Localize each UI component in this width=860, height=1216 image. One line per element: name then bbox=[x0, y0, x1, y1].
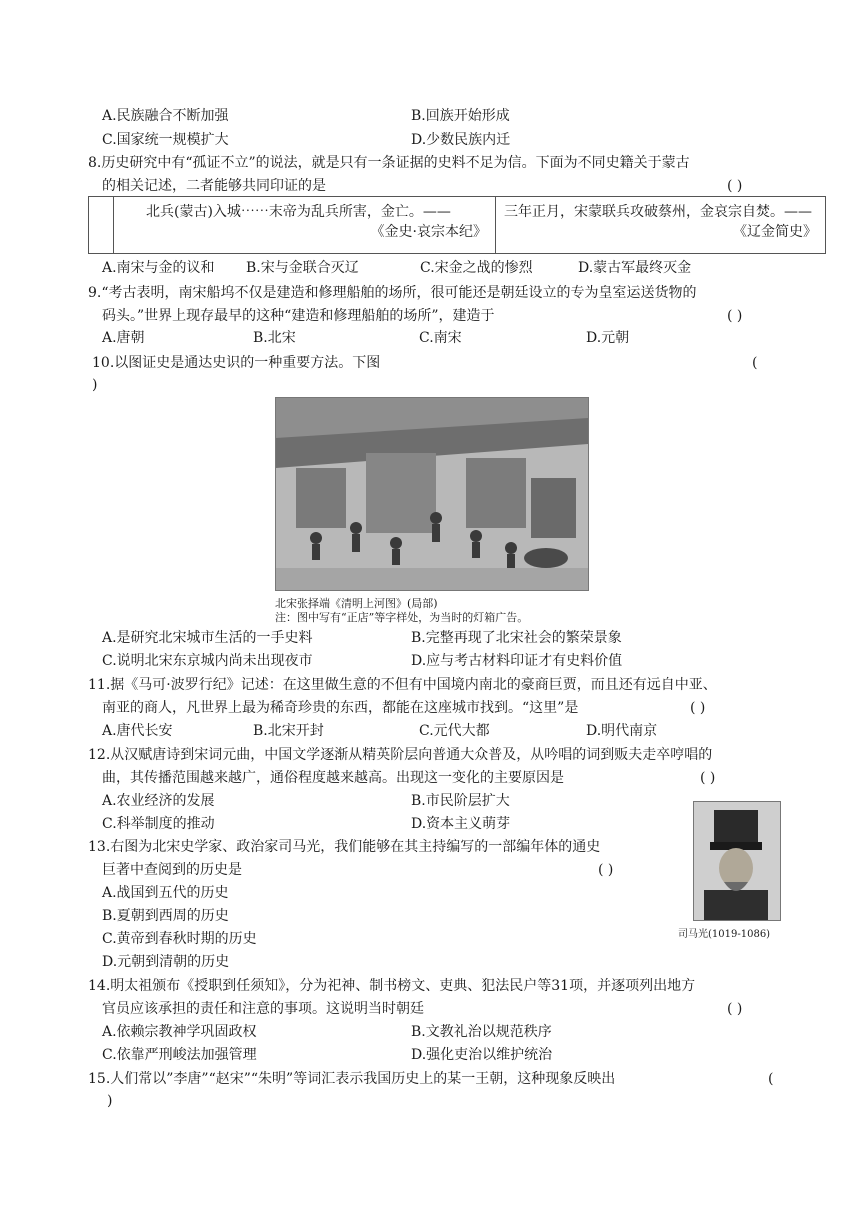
q9-answer-blank: ( ) bbox=[727, 308, 743, 324]
q7-option-b: B.回族开始形成 bbox=[411, 108, 510, 124]
q8-right-cell bbox=[496, 197, 826, 254]
q10-option-a: A.是研究北宋城市生活的一手史料 bbox=[102, 630, 313, 646]
q13-answer-blank: ( ) bbox=[598, 862, 614, 878]
q14-option-b: B.文教礼治以规范秩序 bbox=[411, 1024, 552, 1040]
q11-answer-blank: ( ) bbox=[690, 700, 706, 716]
q10-stem: 10.以图证史是通达史识的一种重要方法。下图 bbox=[92, 355, 381, 371]
q14-option-d: D.强化吏治以维护统治 bbox=[411, 1047, 553, 1063]
q8-left-quote: 北兵(蒙古)入城⋯⋯末帝为乱兵所害，金亡。—— bbox=[146, 204, 451, 220]
q11-option-a: A.唐代长安 bbox=[102, 723, 173, 739]
sima-guang-portrait bbox=[693, 801, 781, 921]
q14-stem-line1: 14.明太祖颁布《授职到任须知》，分为祀神、制书榜文、吏典、犯法民户等31项，并逐项列出地方 bbox=[88, 978, 696, 994]
q11-stem-line1: 11.据《马可·波罗行纪》记述：在这里做生意的不但有中国境内南北的豪商巨贾，而且还有远自中亚、 bbox=[88, 677, 717, 693]
q8-left-cell bbox=[114, 197, 496, 254]
qingming-caption-note: 注：图中写有“正店”等字样处，为当时的灯箱广告。 bbox=[275, 611, 529, 624]
q15-blank-close: ) bbox=[107, 1093, 113, 1109]
q8-answer-blank: ( ) bbox=[727, 178, 743, 194]
qingming-scroll-image bbox=[275, 397, 589, 591]
q8-table-gutter bbox=[89, 197, 114, 254]
q9-stem-line1: 9.“考古表明，南宋船坞不仅是建造和修理船舶的场所，很可能还是朝廷设立的专为皇室运送货物的 bbox=[88, 285, 697, 301]
q12-answer-blank: ( ) bbox=[700, 770, 716, 786]
q11-option-d: D.明代南京 bbox=[586, 723, 658, 739]
q13-option-b: B.夏朝到西周的历史 bbox=[102, 908, 229, 924]
q10-option-b: B.完整再现了北宋社会的繁荣景象 bbox=[411, 630, 622, 646]
q14-option-c: C.依靠严刑峻法加强管理 bbox=[102, 1047, 257, 1063]
q12-option-d: D.资本主义萌芽 bbox=[411, 816, 511, 832]
q10-blank-close: ) bbox=[92, 377, 98, 393]
q9-stem-line2: 码头。”世界上现存最早的这种“建造和修理船舶的场所”，建造于 bbox=[102, 308, 495, 324]
q12-stem-line1: 12.从汉赋唐诗到宋词元曲，中国文学逐渐从精英阶层向普通大众普及，从吟唱的词到贩夫走卒哼唱的 bbox=[88, 747, 713, 763]
q13-option-d: D.元朝到清朝的历史 bbox=[102, 954, 230, 970]
q13-option-c: C.黄帝到春秋时期的历史 bbox=[102, 931, 257, 947]
q8-option-b: B.宋与金联合灭辽 bbox=[246, 260, 359, 276]
q8-right-quote: 三年正月，宋蒙联兵攻破蔡州，金哀宗自焚。—— bbox=[504, 204, 812, 220]
q12-option-a: A.农业经济的发展 bbox=[102, 793, 215, 809]
q10-option-c: C.说明北宋东京城内尚未出现夜市 bbox=[102, 653, 313, 669]
q11-option-b: B.北宋开封 bbox=[253, 723, 324, 739]
q13-stem-line2: 巨著中查阅到的历史是 bbox=[102, 862, 242, 878]
q9-option-a: A.唐朝 bbox=[102, 330, 145, 346]
q14-stem-line2: 官员应该承担的责任和注意的事项。这说明当时朝廷 bbox=[102, 1001, 424, 1017]
q10-option-d: D.应与考古材料印证才有史料价值 bbox=[411, 653, 623, 669]
q14-option-a: A.依赖宗教神学巩固政权 bbox=[102, 1024, 257, 1040]
q15-stem: 15.人们常以”李唐”“赵宋”“朱明”等词汇表示我国历史上的某一王朝，这种现象反映出 bbox=[88, 1071, 616, 1087]
q14-answer-blank: ( ) bbox=[727, 1001, 743, 1017]
q12-stem-line2: 曲，其传播范围越来越广，通俗程度越来越高。出现这一变化的主要原因是 bbox=[102, 770, 564, 786]
q8-option-c: C.宋金之战的惨烈 bbox=[420, 260, 533, 276]
q8-left-source: 《金史·哀宗本纪》 bbox=[370, 224, 487, 240]
sima-guang-portrait-illustration bbox=[694, 802, 780, 920]
q8-source-table bbox=[88, 196, 826, 254]
sima-guang-caption: 司马光(1019-1086) bbox=[678, 929, 771, 940]
q8-option-d: D.蒙古军最终灭金 bbox=[578, 260, 692, 276]
qingming-caption-title: 北宋张择端《清明上河图》(局部) bbox=[275, 597, 438, 610]
q7-option-d: D.少数民族内迁 bbox=[411, 132, 511, 148]
q9-option-b: B.北宋 bbox=[253, 330, 296, 346]
qingming-scroll-illustration bbox=[276, 398, 588, 590]
q11-stem-line2: 南亚的商人，凡世界上最为稀奇珍贵的东西，都能在这座城市找到。“这里”是 bbox=[102, 700, 579, 716]
q10-blank-open: ( bbox=[752, 355, 758, 371]
q8-stem-line2: 的相关记述，二者能够共同印证的是 bbox=[102, 178, 326, 194]
q7-option-a: A.民族融合不断加强 bbox=[102, 108, 229, 124]
q13-stem-line1: 13.右图为北宋史学家、政治家司马光，我们能够在其主持编写的一部编年体的通史 bbox=[88, 839, 601, 855]
q8-right-source: 《辽金简史》 bbox=[733, 224, 817, 240]
q15-blank-open: ( bbox=[768, 1071, 774, 1087]
q8-option-a: A.南宋与金的议和 bbox=[102, 260, 215, 276]
q11-option-c: C.元代大都 bbox=[419, 723, 490, 739]
q13-option-a: A.战国到五代的历史 bbox=[102, 885, 229, 901]
q12-option-c: C.科举制度的推动 bbox=[102, 816, 215, 832]
q12-option-b: B.市民阶层扩大 bbox=[411, 793, 510, 809]
q8-stem-line1: 8.历史研究中有“孤证不立”的说法，就是只有一条证据的史料不足为信。下面为不同史籍关于蒙古 bbox=[88, 155, 690, 171]
q7-option-c: C.国家统一规模扩大 bbox=[102, 132, 229, 148]
q9-option-d: D.元朝 bbox=[586, 330, 630, 346]
q9-option-c: C.南宋 bbox=[419, 330, 462, 346]
